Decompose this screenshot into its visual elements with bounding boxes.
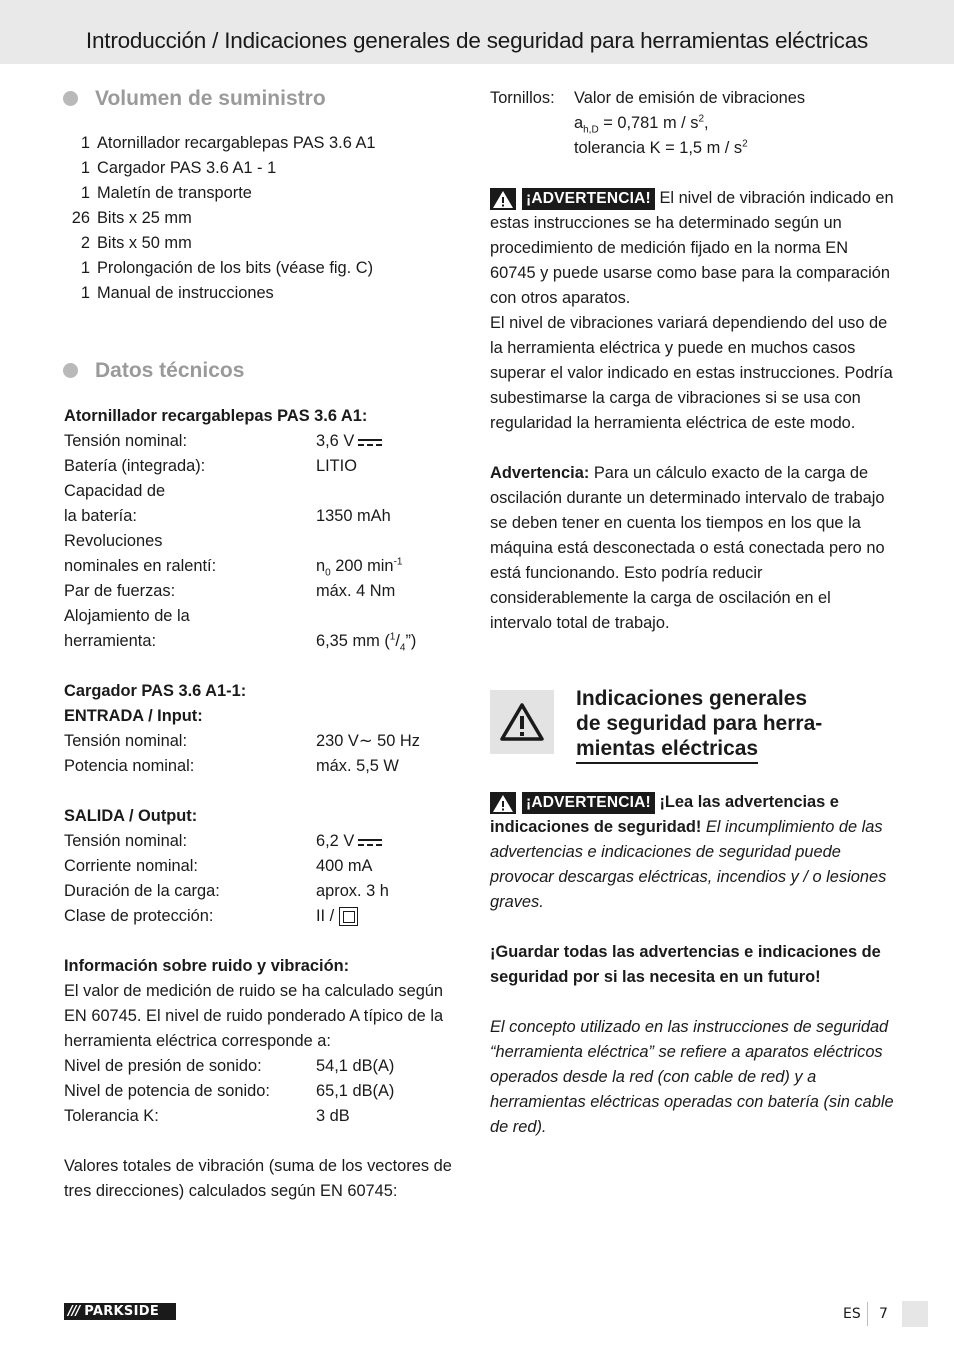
warning-badge: ¡ADVERTENCIA! [490, 188, 655, 210]
spec-label: Alojamiento de la [64, 607, 190, 625]
list-item: 1 Atornillador recargablepas PAS 3.6 A1 [80, 134, 376, 152]
spec-row: Tensión nominal: 230 V∼ 50 Hz [64, 732, 420, 750]
spec-row: la batería: 1350 mAh [64, 507, 391, 525]
warning-triangle-icon [490, 188, 516, 210]
spec-label: Revoluciones [64, 532, 163, 550]
language-code: ES [843, 1306, 861, 1322]
vibration-text: Valores totales de vibración (suma de los vectores de tres direcciones) calculados según EN 60745: [64, 1157, 452, 1200]
safety-warning-icon-box [490, 690, 554, 754]
tech-heading: Datos técnicos [63, 352, 469, 388]
vibration-warning: ¡ADVERTENCIA! El nivel de vibración indicado en estas instrucciones se ha determinado según un procedimiento de medición fijado en la norma EN 60745 y puede usarse como base para la comparación con otros aparatos. El nivel de vibraciones variará dependiendo del uso de la herramienta eléctrica y puede en muchos casos superar el valor indicado en estas instrucciones. Podría subestimarse la carga de vibraciones si se usa con regularidad la herramienta eléctrica de este modo. [490, 189, 894, 432]
safety-title: Indicaciones generales de seguridad para herra- mientas eléctricas [576, 686, 822, 764]
noise-text: El valor de medición de ruido se ha calculado según EN 60745. El nivel de ruido ponderado A típico de la herramienta eléctrica corresponde a: [64, 982, 444, 1050]
tech-specs [64, 404, 469, 1204]
spec-row: Clase de protección: II / [64, 904, 469, 929]
bullet-icon [63, 91, 78, 106]
page-number: 7 [879, 1306, 888, 1322]
left-column [64, 80, 469, 1204]
list-item: 1 Cargador PAS 3.6 A1 - 1 [80, 159, 277, 177]
list-item: 2 Bits x 50 mm [80, 234, 192, 252]
right-column [490, 86, 894, 1140]
spec-row: Nivel de presión de sonido: 54,1 dB(A) [64, 1057, 395, 1075]
screwdriver-title: Atornillador recargablepas PAS 3.6 A1: [64, 407, 368, 425]
list-item: 1 Maletín de transporte [80, 184, 252, 202]
spec-row: Par de fuerzas: máx. 4 Nm [64, 582, 396, 600]
input-title: ENTRADA / Input: [64, 707, 203, 725]
spec-row: nominales en ralentí: $n_0$ 200 $\min^{-1}$ [64, 556, 403, 579]
page-title: Introducción / Indicaciones generales de seguridad para herramientas eléctricas [85, 28, 869, 53]
warning-triangle-icon [490, 792, 516, 814]
keep-instructions: ¡Guardar todas las advertencias e indicaciones de seguridad por si las necesita en un futuro! [490, 943, 881, 986]
warning-triangle-icon [499, 702, 545, 742]
bullet-icon [63, 363, 78, 378]
read-warning: ¡ADVERTENCIA! ¡Lea las advertencias e indicaciones de seguridad! El incumplimiento de las advertencias e indicaciones de seguridad puede provocar descargas eléctricas, incendios y / o lesiones graves. [490, 793, 887, 911]
spec-row: Corriente nominal: 400 mA [64, 857, 373, 875]
supply-list [64, 131, 469, 306]
screws-block: Tornillos: Valor de emisión de vibraciones $a_{h,D} = 0,781$ m / $s^2$, tolerancia K = 1,5 m / $s^2$ [490, 89, 806, 157]
list-item: 1 Manual de instrucciones [80, 284, 274, 302]
list-item: 26 Bits x 25 mm [71, 209, 192, 227]
output-title: SALIDA / Output: [64, 807, 198, 825]
parkside-logo: /// PARKSIDE [64, 1303, 176, 1320]
page-tab-marker [902, 1301, 928, 1327]
charger-title: Cargador PAS 3.6 A1-1: [64, 682, 247, 700]
spec-row: herramienta: 6,35 mm $(^1/_4”)$ [64, 631, 417, 654]
spec-row: Duración de la carga: aprox. 3 h [64, 882, 389, 900]
dc-current-icon [358, 437, 382, 447]
spec-row: Tolerancia K: 3 dB [64, 1107, 350, 1125]
protection-class-ii-icon [339, 907, 358, 926]
supply-heading: Volumen de suministro [63, 80, 469, 116]
footer-divider [867, 1302, 868, 1326]
spec-row: Nivel de potencia de sonido: 65,1 dB(A) [64, 1082, 395, 1100]
list-item: 1 Prolongación de los bits (véase fig. C) [80, 259, 374, 277]
oscillation-note: Advertencia: Para un cálculo exacto de la carga de oscilación durante un determinado intervalo de trabajo se deben tener en cuenta los tiempos en los que la máquina está desconectada o está conectada pero no está funcionando. Esto podría reducir considerablemente la carga de oscilación en el intervalo total de trabajo. [490, 464, 885, 632]
spec-row: Potencia nominal: máx. 5,5 W [64, 757, 399, 775]
spec-row: Tensión nominal: 3,6 V [64, 429, 469, 454]
spec-label: Capacidad de [64, 482, 166, 500]
warning-badge: ¡ADVERTENCIA! [490, 792, 655, 814]
concept-text: El concepto utilizado en las instrucciones de seguridad “herramienta eléctrica” se refiere a aparatos eléctricos operados desde la red (con cable de red) y a herramientas eléctricas operadas con batería (sin cable de red). [490, 1018, 894, 1136]
spec-row: Tensión nominal: 6,2 V [64, 829, 469, 854]
spec-row: Batería (integrada): LITIO [64, 457, 357, 475]
noise-title: Información sobre ruido y vibración: [64, 957, 350, 975]
safety-heading [490, 686, 894, 764]
dc-current-icon [358, 837, 382, 847]
